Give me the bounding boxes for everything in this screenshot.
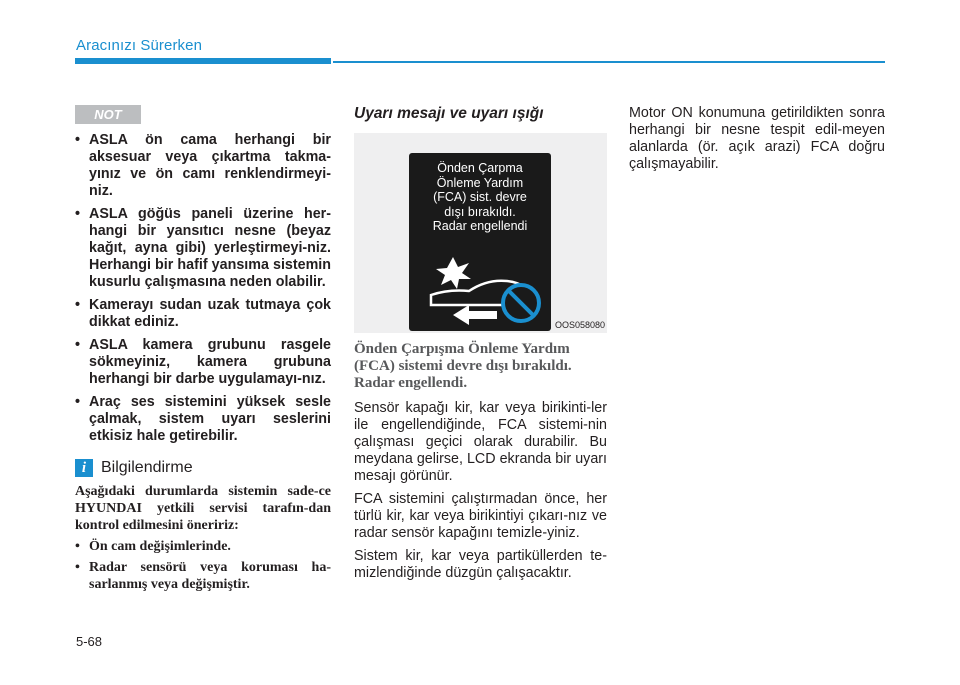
message-subheading: Önden Çarpışma Önleme Yardım (FCA) sistemi devre dışı bırakıldı. Radar engellendi. <box>354 341 572 391</box>
figure-caption: OOS058080 <box>554 320 605 330</box>
header-title: Aracınızı Sürerken <box>76 37 203 54</box>
lcd-line: (FCA) sist. devre <box>433 190 527 204</box>
info-intro: Aşağıdaki durumlarda sistemin sade-ce HYUNDAI yetkili servisi tarafın-dan kontrol edilmesini öneririz: <box>75 484 331 533</box>
warning-list <box>75 132 331 445</box>
body-paragraph: Sistem kir, kar veya partiküllerden te-mizlendiğinde düzgün çalışacaktır. <box>354 548 607 581</box>
lcd-message <box>409 161 551 234</box>
header-rule-thin <box>333 61 885 63</box>
info-item: • Ön cam değişimlerinde. <box>75 538 331 555</box>
body-paragraph: FCA sistemini çalıştırmadan önce, her türlü kir, kar veya birikintiyi çıkarı-nız ve radar sensör kapağını temizle-yiniz. <box>354 491 607 541</box>
right-column <box>629 105 885 179</box>
left-column <box>75 105 331 597</box>
body-paragraph: Sensör kapağı kir, kar veya birikinti-ler ile engellendiğinde, FCA sistemi-nin çalışması geçici olarak durabilir. Bu meydana gelirse, LCD ekranda bir uyarı mesajı görünür. <box>354 400 607 484</box>
collision-star-icon <box>436 257 471 289</box>
lcd-line: dışı bırakıldı. <box>444 204 516 219</box>
figure-cluster-display <box>354 133 607 333</box>
prohibited-icon <box>503 285 539 321</box>
middle-column <box>354 105 607 588</box>
warning-item: • ASLA kamera grubunu rasgele sökmeyiniz, kamera grubuna herhangi bir darbe uygulamayı-nız. <box>75 337 331 388</box>
body-paragraph: Motor ON konumuna getirildikten sonra herhangi bir nesne tespit edil-meyen alanlarda (ör. açık arazi) FCA doğru çalışmayabilir. <box>629 105 885 172</box>
lcd-line: Önden Çarpma <box>437 161 523 175</box>
info-list <box>75 538 331 593</box>
lcd-screen <box>409 153 551 331</box>
warning-item: • Kamerayı sudan uzak tutmaya çok dikkat ediniz. <box>75 297 331 331</box>
warning-item: • Araç ses sistemini yüksek sesle çalmak, sistem uyarı seslerini etkisiz hale getirebilir. <box>75 394 331 445</box>
info-icon: i <box>75 459 93 477</box>
warning-item: • ASLA ön cama herhangi bir aksesuar veya çıkartma takma-yınız ve ön camı renklendirmeyi-niz. <box>75 132 331 200</box>
info-heading-label: Bilgilendirme <box>101 459 193 476</box>
fca-warning-graphic <box>409 249 551 331</box>
note-tag: NOT <box>75 105 141 124</box>
header-rule-thick <box>75 58 331 64</box>
lcd-line: Radar engellendi <box>432 219 528 233</box>
info-item: • Radar sensörü veya koruması ha-sarlanmış veya değişmiştir. <box>75 559 331 593</box>
warning-item: • ASLA göğüs paneli üzerine her-hangi bir yansıtıcı nesne (beyaz kağıt, ayna gibi) yerleştirmeyi-niz. Herhangi bir hafif yansıma sistemin kusurlu çalışmasına neden olabilir. <box>75 206 331 291</box>
lcd-line: Önleme Yardım <box>436 175 524 190</box>
info-heading <box>75 459 331 477</box>
section-title: Uyarı mesajı ve uyarı ışığı <box>354 105 544 122</box>
page-number: 5-68 <box>76 634 103 649</box>
arrow-left-icon <box>453 305 497 325</box>
